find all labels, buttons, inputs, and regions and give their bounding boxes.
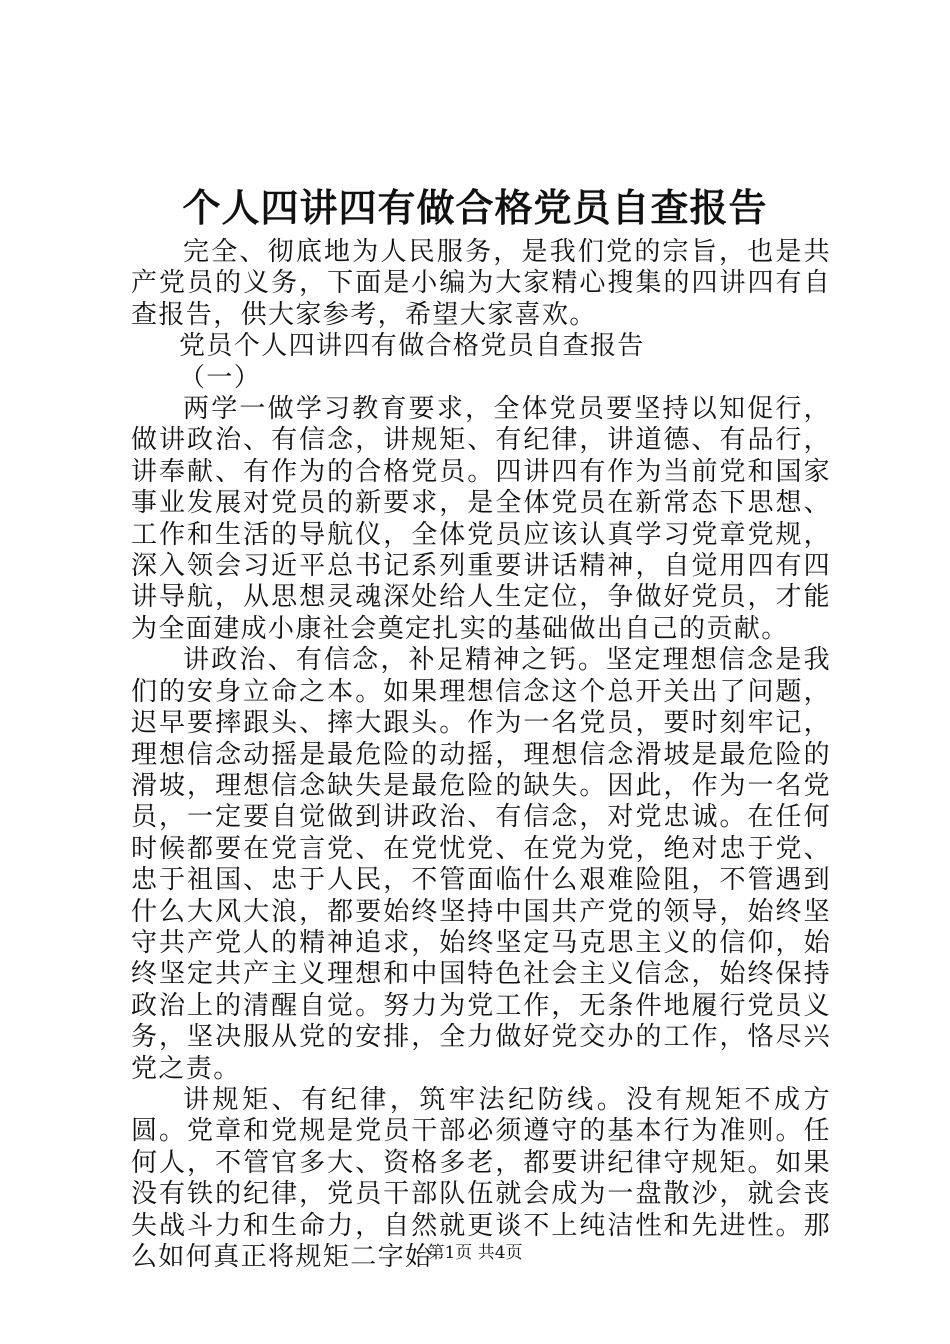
section-heading: 党员个人四讲四有做合格党员自查报告 xyxy=(179,331,645,362)
body-paragraph: 讲规矩、有纪律，筑牢法纪防线。没有规矩不成方圆。党章和党规是党员干部必须遵守的基本行为准则。任何人，不管官多大、资格多老，都要讲纪律守规矩。如果没有铁的纪律，党员干部队伍就会成为一盘散沙，就会丧失战斗力和生命力，自然就更谈不上纯洁性和先进性。那么如何真正将规矩二字始 xyxy=(131,1084,831,1272)
document-body xyxy=(131,237,831,1273)
page-footer: 第1页 共4页 xyxy=(427,1243,523,1263)
body-paragraph: 讲政治、有信念，补足精神之钙。坚定理想信念是我们的安身立命之本。如果理想信念这个总开关出了问题，迟早要摔跟头、摔大跟头。作为一名党员，要时刻牢记，理想信念动摇是最危险的动摇，理想信念滑坡是最危险的滑坡，理想信念缺失是最危险的缺失。因此，作为一名党员，一定要自觉做到讲政治、有信念，对党忠诚。在任何时候都要在党言党、在党忧党、在党为党，绝对忠于党、忠于祖国、忠于人民，不管面临什么艰难险阻，不管遇到什么大风大浪，都要始终坚持中国共产党的领导，始终坚守共产党人的精神追求，始终坚定马克思主义的信仰，始终坚定共产主义理想和中国特色社会主义信念，始终保持政治上的清醒自觉。努力为党工作，无条件地履行党员义务，坚决服从党的安排，全力做好党交办的工作，恪尽兴党之责。 xyxy=(131,645,831,1084)
body-paragraph: 两学一做学习教育要求，全体党员要坚持以知促行，做讲政治、有信念，讲规矩、有纪律，讲道德、有品行，讲奉献、有作为的合格党员。四讲四有作为当前党和国家事业发展对党员的新要求，是全体党员在新常态下思想、工作和生活的导航仪，全体党员应该认真学习党章党规，深入领会习近平总书记系列重要讲话精神，自觉用四有四讲导航，从思想灵魂深处给人生定位，争做好党员，才能为全面建成小康社会奠定扎实的基础做出自己的贡献。 xyxy=(131,394,831,644)
document-title: 个人四讲四有做合格党员自查报告 xyxy=(182,185,768,230)
intro-paragraph: 完全、彻底地为人民服务，是我们党的宗旨，也是共产党员的义务，下面是小编为大家精心搜集的四讲四有自查报告，供大家参考，希望大家喜欢。 xyxy=(131,237,831,330)
section-number: （一） xyxy=(179,362,262,393)
